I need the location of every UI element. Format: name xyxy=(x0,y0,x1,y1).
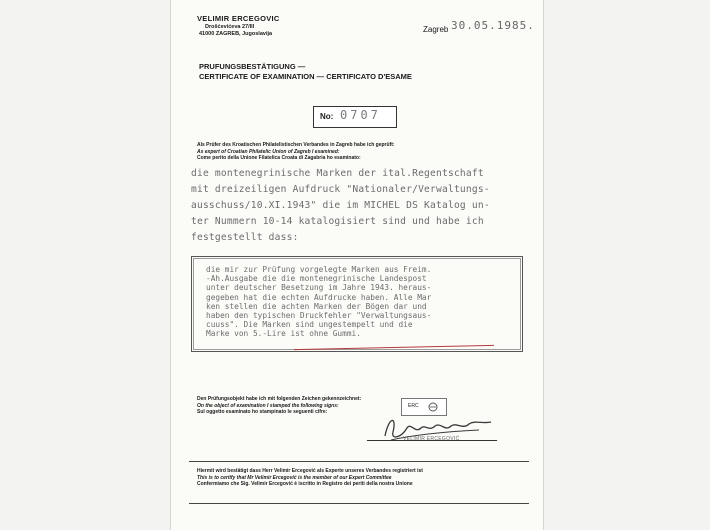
marks-statement-en: On the object of examination I stamped the following signs: xyxy=(197,402,339,409)
typed-findings xyxy=(206,265,431,339)
typed-line: die mir zur Prüfung vorgelegte Marken aus Freim. xyxy=(206,265,432,274)
certificate-sheet xyxy=(170,0,544,530)
title-english-italian: CERTIFICATE OF EXAMINATION — CERTIFICATO D'ESAME xyxy=(199,72,412,81)
divider xyxy=(189,461,529,462)
divider-bottom xyxy=(189,503,529,504)
issue-date: 30.05.1985. xyxy=(451,19,535,32)
typed-line: die montenegrinische Marken der ital.Regentschaft xyxy=(191,168,484,179)
certificate-number-label: No: xyxy=(320,112,334,121)
typed-line: ken stellen die achten Marken der Bögen dar und xyxy=(206,301,427,311)
typed-line: unter deutscher Besetzung im Jahre 1943. heraus- xyxy=(206,283,432,293)
findings-box-inner xyxy=(193,258,521,350)
certificate-number-box xyxy=(313,106,397,128)
examiner-statement xyxy=(197,142,395,162)
typed-line: festgestellt dass: xyxy=(191,232,299,243)
issue-place: Zagreb xyxy=(423,25,449,34)
confirmation-de: Hiermit wird bestätigt dass Herr Velimir Ercegović als Experte unseres Verbandes registriert ist xyxy=(197,468,423,474)
marks-statement-de: Den Prüfungsobjekt habe ich mit folgenden Zeichen gekennzeichnet: xyxy=(197,396,362,402)
typed-line: cuuss". Die Marken sind ungestempelt und die xyxy=(206,320,413,330)
typed-line: Marke von 5.-Lire ist ohne Gummi. xyxy=(206,329,361,339)
typed-examination-subject xyxy=(191,166,490,246)
sender-address-street: Drošćevićeva 27/III xyxy=(205,24,255,30)
sender-address-city: 41000 ZAGREB, Jugoslavija xyxy=(199,31,273,37)
typed-line: gegeben hat die echten Aufdrucke haben. Alle Mar xyxy=(206,292,432,302)
confirmation-en: This is to certify that Mr Velimir Ercegović is the member of our Expert Committee xyxy=(197,474,392,481)
examiner-statement-it: Come perito della Unione Filatelica Croata di Zagabria ho esaminato: xyxy=(197,155,361,161)
typed-line: ter Nummern 10-14 katalogisiert sind und habe ich xyxy=(191,216,484,227)
certificate-number-value: 0707 xyxy=(340,108,381,122)
typed-line: -Ah.Ausgabe die die montenegrinische Landespost xyxy=(206,274,427,284)
signature-name: VELIMIR ERCEGOVIĆ xyxy=(403,436,460,442)
sender-name: VELIMIR ERCEGOVIC xyxy=(197,14,280,23)
examiner-statement-de: Als Prüfer des Kroatischen Philatelistischen Verbandes in Zagreb habe ich geprüft: xyxy=(197,142,395,148)
examiner-statement-en: As expert of Croatian Philatelic Union of Zagreb I examined: xyxy=(197,148,340,155)
typed-line: haben den typischen Druckfehler "Verwaltungsaus- xyxy=(206,311,432,321)
typed-line: ausschuss/10.XI.1943" die im MICHEL DS Katalog un- xyxy=(191,200,490,211)
confirmation-statement xyxy=(197,468,423,488)
title-german: PRUFUNGSBESTÄTIGUNG — xyxy=(199,62,306,71)
typed-line: mit dreizeiligen Aufdruck "Nationaler/Verwaltungs- xyxy=(191,184,490,195)
marks-statement-it: Sul oggetto esaminato ho stampinato le seguenti cifre: xyxy=(197,409,328,415)
expert-mark-text: ERC xyxy=(408,403,419,409)
red-strike-line xyxy=(294,345,494,350)
marks-statement xyxy=(197,396,361,416)
confirmation-it: Confermiamo che Sig. Velimir Ercegović è iscritto in Registro dei periti della nostra Unione xyxy=(197,481,413,487)
